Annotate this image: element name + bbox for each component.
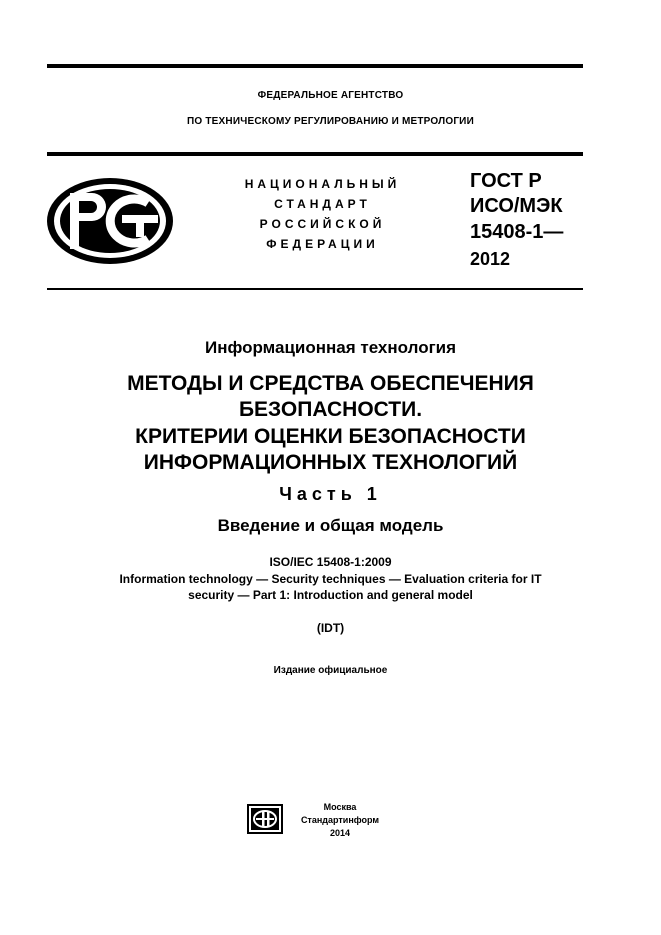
main-title-line-2: БЕЗОПАСНОСТИ. xyxy=(238,398,423,421)
header-rule xyxy=(47,152,583,156)
standard-type-line-1: НАЦИОНАЛЬНЫЙ xyxy=(244,177,401,191)
standard-type-line-3: РОССИЙСКОЙ xyxy=(259,217,386,231)
standard-type-line-2: СТАНДАРТ xyxy=(274,197,371,211)
part-number: Часть 1 xyxy=(279,484,382,504)
standartinform-logo-icon xyxy=(247,804,283,834)
designation-rule xyxy=(47,288,583,290)
part-name: Введение и общая модель xyxy=(217,516,444,535)
main-title-line-1: МЕТОДЫ И СРЕДСТВА ОБЕСПЕЧЕНИЯ xyxy=(127,372,534,395)
publisher-name: Стандартинформ xyxy=(300,815,380,825)
english-title-line-1: Information technology — Security techniques — Evaluation criteria for IT xyxy=(119,572,542,586)
agency-line-1: ФЕДЕРАЛЬНОЕ АГЕНТСТВО xyxy=(257,90,404,101)
designation-line-1: ГОСТ Р xyxy=(470,170,542,192)
main-title-line-3: КРИТЕРИИ ОЦЕНКИ БЕЗОПАСНОСТИ xyxy=(135,425,526,448)
main-title-line-4: ИНФОРМАЦИОННЫХ ТЕХНОЛОГИЙ xyxy=(143,451,518,474)
top-rule xyxy=(47,64,583,68)
designation-line-2: ИСО/МЭК xyxy=(470,195,563,217)
designation-line-3: 15408-1— xyxy=(470,221,564,243)
standard-type-line-4: ФЕДЕРАЦИИ xyxy=(266,237,379,251)
iso-code: ISO/IEC 15408-1:2009 xyxy=(269,555,392,569)
rst-certification-logo-icon xyxy=(44,175,176,267)
subtitle: Информационная технология xyxy=(204,338,457,357)
edition-label: Издание официальное xyxy=(273,665,388,676)
english-title-line-2: security — Part 1: Introduction and general model xyxy=(188,588,473,602)
publisher-city: Москва xyxy=(323,802,357,812)
designation-line-4: 2012 xyxy=(470,249,511,269)
agency-line-2: ПО ТЕХНИЧЕСКОМУ РЕГУЛИРОВАНИЮ И МЕТРОЛОГИИ xyxy=(187,116,474,127)
equivalence-badge: (IDT) xyxy=(316,621,345,635)
publisher-year: 2014 xyxy=(329,828,351,838)
